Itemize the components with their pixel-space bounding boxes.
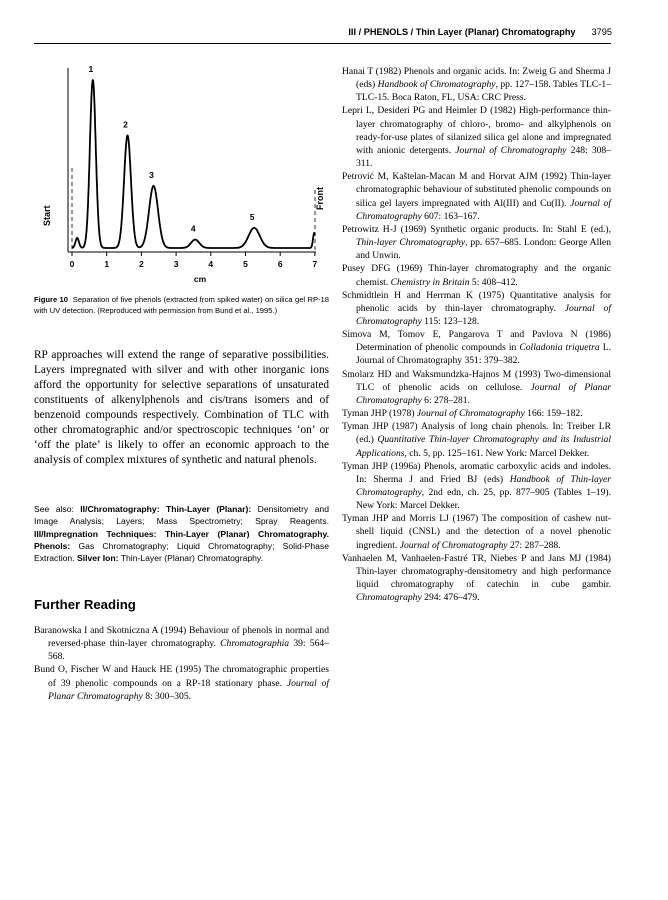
x-tick-label: 4: [208, 259, 214, 269]
see-also-prefix: See also:: [34, 504, 74, 514]
reference-item: [342, 368, 611, 407]
reference-source: Chemistry in Britain: [390, 276, 470, 288]
reference-source: Journal of Planar Chromatography: [48, 677, 329, 702]
reference-text: Smolarz HD and Waksmundzka-Hajnos M (1993) Two-dimensional TLC of phenolic acids on cellulose.: [342, 368, 611, 393]
reference-source: Handbook of Thin-layer Chromatography: [356, 473, 611, 498]
see-also-link-1[interactable]: Densitometry and Image Analysis; Layers; Mass Spectrometry; Spray Reagents.: [34, 504, 329, 527]
x-tick-label: 2: [139, 259, 144, 269]
reference-item: [342, 460, 611, 513]
running-title: III / PHENOLS / Thin Layer (Planar) Chromatography: [348, 27, 576, 37]
reference-details: 5: 408–412.: [469, 276, 518, 288]
reference-source: Journal of Chromatography: [399, 539, 508, 551]
see-also-link-1-title[interactable]: II/Chromatography: Thin-Layer (Planar):: [80, 504, 252, 514]
reference-text: Petrowitz H-J (1969) Synthetic organic products. In: Stahl E (ed.),: [342, 223, 611, 235]
reference-item: [342, 289, 611, 328]
peak-label: 5: [249, 211, 255, 222]
reference-details: 6: 278–281.: [421, 394, 470, 406]
reference-item: [34, 663, 329, 702]
reference-item: [342, 512, 611, 551]
reference-item: [342, 262, 611, 288]
see-also-link-4-title[interactable]: Silver Ion:: [77, 553, 119, 564]
page-number: 3795: [591, 27, 612, 37]
reference-details: 8: 300–305.: [142, 690, 192, 702]
reference-item: [342, 328, 611, 367]
reference-details: 27: 287–288.: [507, 539, 561, 551]
running-header: [0, 27, 612, 37]
x-tick-label: 1: [104, 259, 110, 269]
reference-item: [342, 407, 611, 420]
see-also-link-4[interactable]: Thin-Layer (Planar) Chromatography.: [120, 553, 263, 564]
reference-details: 294: 476–479.: [421, 592, 480, 604]
reference-item: [34, 624, 329, 663]
reference-source: Journal of Chromatography: [356, 197, 611, 222]
reference-text: Tyman JHP (1978): [342, 408, 417, 420]
reference-item: [342, 104, 611, 170]
reference-text: Vanhaelen M, Vanhaelen-Fastré TR, Niebes P and Jans MJ (1984) Thin-layer chromatography-densitometry and high performance liquid chromatography of catechin in cube gambir.: [342, 552, 611, 591]
x-ticks: [70, 252, 318, 269]
peak-labels: [88, 64, 254, 234]
figure-10: [28, 58, 340, 290]
reference-text: Schmidtlein H and Herrman K (1975) Quantitative analysis for phenolic acids by thin-layer chromatography.: [342, 289, 611, 314]
reference-item: [342, 552, 611, 605]
peak-label: 3: [149, 169, 154, 180]
further-reading-heading: Further Reading: [34, 597, 136, 612]
reference-item: [342, 420, 611, 459]
reference-details: 115: 123–128.: [421, 315, 480, 327]
reference-source: Journal of Chromatography: [356, 302, 611, 327]
see-also-block: [34, 503, 329, 564]
peak-label: 1: [88, 64, 94, 74]
peak-label: 2: [123, 119, 128, 130]
reference-details: 248: 308–311.: [356, 144, 612, 170]
reference-details: L. Journal of Chromatography 351: 379–382.: [356, 342, 611, 367]
reference-source: Colladonia triquetra: [519, 342, 600, 354]
reference-text: Tyman JHP (1987) Analysis of long chain phenols. In: Treiber LR (ed.): [342, 421, 611, 446]
header-rule: [34, 43, 611, 44]
reference-text: Pusey DFG (1969) Thin-layer chromatography and the organic chemist.: [342, 263, 611, 288]
x-axis-label: cm: [193, 274, 207, 284]
see-also-link-2[interactable]: III/Impregnation Techniques: Thin-Layer (Planar) Chromatography.: [34, 528, 329, 539]
x-tick-label: 6: [277, 259, 283, 269]
see-also-link-3[interactable]: Gas Chromatography; Liquid Chromatography; Solid-Phase Extraction.: [34, 540, 329, 564]
x-tick-label: 7: [312, 259, 318, 269]
reference-text: Baranowska I and Skotniczna A (1994) Behaviour of phenols in normal and reversed-phase thin-layer chromatography.: [34, 625, 329, 650]
reference-source: Journal of Chromatography: [455, 144, 567, 156]
reference-text: Tyman JHP (1996a) Phenols, aromatic carboxylic acids and indoles. In: Sherma J and Fried BJ (eds): [342, 460, 611, 485]
caption-label: Figure 10: [34, 295, 68, 304]
see-also-link-3-title[interactable]: Phenols:: [34, 540, 71, 551]
reference-details: 166: 159–182.: [524, 408, 583, 420]
reference-text: Lepri L, Desideri PG and Heimler D (1982) High-performance thin-layer chromatography of chloro-, bromo- and alkylphenols on ready-for-use plates of silanized silica gel alone and impregnated with anionic detergents.: [342, 105, 611, 156]
peak-label: 4: [190, 223, 196, 234]
reference-text: Hanai T (1982) Phenols and organic acids. In: Zweig G and Sherma J (eds): [342, 66, 611, 91]
reference-source: Handbook of Chromatography: [377, 79, 496, 91]
x-tick-label: 5: [243, 259, 248, 269]
reference-details: 39: 564–568.: [48, 638, 329, 663]
reference-text: Simova M, Tomov E, Pangarova T and Pavlova N (1986) Determination of phenolic compounds in: [342, 329, 611, 354]
chromatogram-chart: [28, 58, 340, 290]
reference-source: Thin-layer Chromatography: [356, 237, 466, 249]
reference-text: Petrović M, Kaštelan-Macan M and Horvat AJM (1992) Thin-layer chromatographic behaviour of substituted phenolic compounds on silica gel layers impregnated with Al(III) and Cu(II).: [342, 171, 611, 209]
reference-details: , pp. 127–158. Tables TLC-1–TLC-15. Boca Raton, FL, USA: CRC Press.: [356, 79, 611, 104]
start-label: Start: [42, 205, 52, 226]
reference-item: [342, 65, 611, 104]
reference-details: 607: 163–167.: [421, 210, 480, 222]
reference-source: Journal of Planar Chromatography: [356, 381, 611, 406]
reference-source: Chromatographia: [220, 638, 290, 650]
reference-source: Chromatography: [356, 592, 422, 604]
figure-caption: [34, 295, 329, 317]
reference-item: [342, 170, 611, 223]
body-paragraph: RP approaches will extend the range of separative possibilities. Layers impregnated with silver and with other inorganic ions afford the opportunity for selective separations of unsaturated constituents of alkenylphenols and cis/trans isomers and of benzenoid compounds respectively. Combination of TLC with other chromatographic and/or spectroscopic techniques ‘on’ or ‘off the plate’ is likely to offer an economic approach to the analysis of complex mixtures of synthetic and natural phenols.: [34, 349, 329, 466]
reference-source: Journal of Chromatography: [416, 408, 525, 420]
references-left-column: [34, 624, 329, 703]
reference-details: , ch. 5, pp. 125–161. New York: Marcel Dekker.: [404, 447, 590, 459]
reference-text: Bund O, Fischer W and Hauck HE (1995) The chromatographic properties of 39 phenolic compounds on a RP-18 stationary phase.: [34, 664, 329, 689]
reference-details: , pp. 657–685. London: George Allen and Unwin.: [356, 237, 611, 262]
caption-text: Separation of five phenols (extracted from spiked water) on silica gel RP-18 with UV detection. (Reproduced with permission from Bund et al., 1995.): [34, 295, 329, 315]
references-right-column: [342, 65, 611, 604]
front-label: Front: [315, 187, 325, 210]
reference-source: Quantitative Thin-layer Chromatography and its Industrial Applications: [356, 434, 611, 459]
x-tick-label: 0: [69, 259, 75, 269]
reference-text: Tyman JHP and Morris LJ (1967) The composition of cashew nut-shell liquid (CNSL) and the detection of a novel phenolic ingredient.: [342, 513, 611, 551]
reference-item: [342, 223, 611, 262]
x-tick-label: 3: [173, 259, 179, 269]
reference-details: , 2nd edn, ch. 25, pp. 877–905 (Tables 1–19). New York: Marcel Dekker.: [356, 487, 611, 512]
